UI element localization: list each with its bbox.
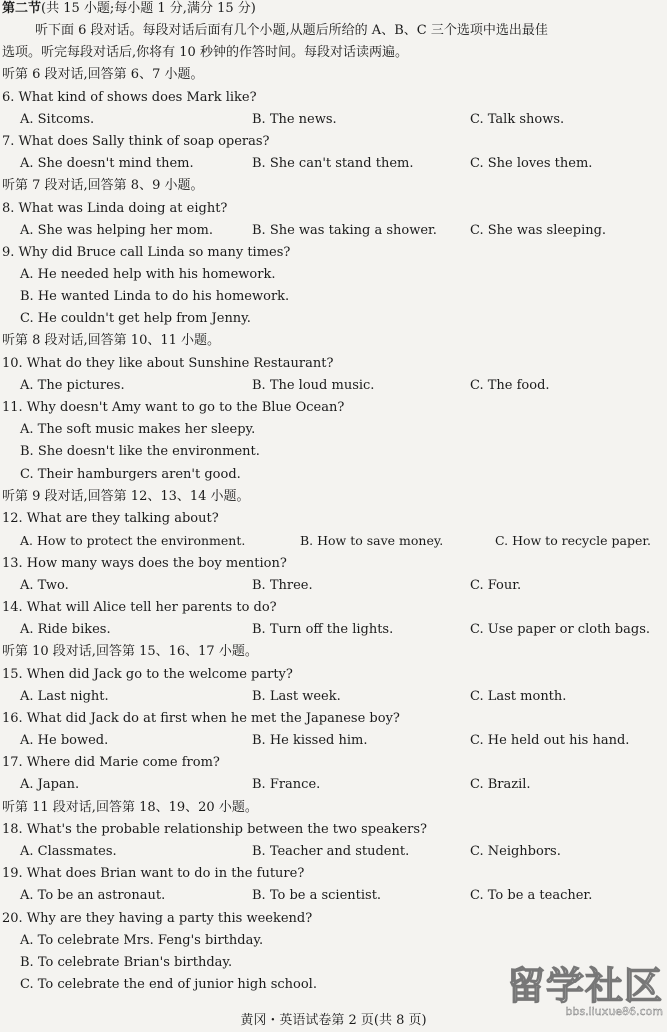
question-19: 19. What does Brian want to do in the future? [2,866,305,881]
option-c: C. He held out his hand. [470,733,630,748]
option-b: B. He kissed him. [252,733,368,748]
option-b: B. He wanted Linda to do his homework. [20,289,290,304]
option-a: A. Two. [20,578,69,593]
option-c: C. He couldn't get help from Jenny. [20,311,251,326]
option-a: A. She was helping her mom. [20,223,213,238]
option-b: B. To celebrate Brian's birthday. [20,955,233,970]
option-b: B. France. [252,777,321,792]
section-heading [2,0,256,18]
dialogue-heading-8: 听第 8 段对话,回答第 10、11 小题。 [2,333,221,348]
option-b: B. Turn off the lights. [252,622,394,637]
dialogue-heading-11: 听第 11 段对话,回答第 18、19、20 小题。 [2,800,258,815]
question-12: 12. What are they talking about? [2,511,219,526]
question-14: 14. What will Alice tell her parents to do? [2,600,277,615]
question-18: 18. What's the probable relationship between the two speakers? [2,822,427,837]
option-c: C. How to recycle paper. [495,533,651,548]
option-a: A. He needed help with his homework. [20,267,276,282]
option-c: C. To celebrate the end of junior high school. [20,977,317,992]
dialogue-heading-6: 听第 6 段对话,回答第 6、7 小题。 [2,67,204,82]
question-13: 13. How many ways does the boy mention? [2,556,287,571]
question-6: 6. What kind of shows does Mark like? [2,90,257,105]
option-a: A. To be an astronaut. [20,888,166,903]
question-17: 17. Where did Marie come from? [2,755,220,770]
dialogue-heading-7: 听第 7 段对话,回答第 8、9 小题。 [2,178,204,193]
option-a: A. He bowed. [20,733,109,748]
option-a: A. Japan. [20,777,80,792]
option-c: C. Neighbors. [470,844,561,859]
option-b: B. To be a scientist. [252,888,382,903]
option-a: A. Ride bikes. [20,622,111,637]
option-b: B. Teacher and student. [252,844,410,859]
option-a: A. The pictures. [20,378,125,393]
option-c: C. Four. [470,578,522,593]
option-c: C. Brazil. [470,777,531,792]
watermark-logo-text: 留学社区 [506,964,663,1008]
question-10: 10. What do they like about Sunshine Restaurant? [2,356,334,371]
question-16: 16. What did Jack do at first when he met the Japanese boy? [2,711,400,726]
option-a: A. How to protect the environment. [20,533,246,548]
question-7: 7. What does Sally think of soap operas? [2,134,270,149]
instructions-line-1: 听下面 6 段对话。每段对话后面有几个小题,从题后所给的 A、B、C 三个选项中选出最佳 [35,23,548,38]
option-c: C. Their hamburgers aren't good. [20,467,241,482]
question-9: 9. Why did Bruce call Linda so many times? [2,245,291,260]
question-15: 15. When did Jack go to the welcome party? [2,667,293,682]
question-20: 20. Why are they having a party this weekend? [2,911,313,926]
option-c: C. Last month. [470,689,567,704]
section-heading-title: 第二节 [2,1,42,16]
instructions-line-2: 选项。听完每段对话后,你将有 10 秒钟的作答时间。每段对话读两遍。 [2,45,408,60]
watermark-url: bbs.liuxue86.com [565,1005,663,1018]
question-8: 8. What was Linda doing at eight? [2,201,228,216]
option-a: A. Classmates. [20,844,117,859]
dialogue-heading-10: 听第 10 段对话,回答第 15、16、17 小题。 [2,644,258,659]
option-c: C. The food. [470,378,550,393]
option-b: B. She can't stand them. [252,156,414,171]
question-11: 11. Why doesn't Amy want to go to the Blue Ocean? [2,400,345,415]
page-footer: 黄冈・英语试卷第 2 页(共 8 页) [240,1013,427,1028]
option-b: B. The loud music. [252,378,375,393]
option-a: A. Last night. [20,689,109,704]
option-a: A. She doesn't mind them. [20,156,194,171]
option-b: B. Last week. [252,689,341,704]
option-b: B. How to save money. [300,533,444,548]
section-heading-detail: (共 15 小题;每小题 1 分,满分 15 分) [41,1,256,16]
option-a: A. Sitcoms. [20,112,95,127]
option-c: C. She loves them. [470,156,593,171]
option-c: C. Talk shows. [470,112,565,127]
option-c: C. She was sleeping. [470,223,607,238]
option-b: B. She doesn't like the environment. [20,444,260,459]
option-a: A. The soft music makes her sleepy. [20,422,256,437]
dialogue-heading-9: 听第 9 段对话,回答第 12、13、14 小题。 [2,489,250,504]
option-b: B. The news. [252,112,337,127]
option-c: C. To be a teacher. [470,888,593,903]
option-c: C. Use paper or cloth bags. [470,622,651,637]
option-b: B. She was taking a shower. [252,223,437,238]
site-watermark [507,966,663,1018]
option-a: A. To celebrate Mrs. Feng's birthday. [20,933,264,948]
option-b: B. Three. [252,578,313,593]
